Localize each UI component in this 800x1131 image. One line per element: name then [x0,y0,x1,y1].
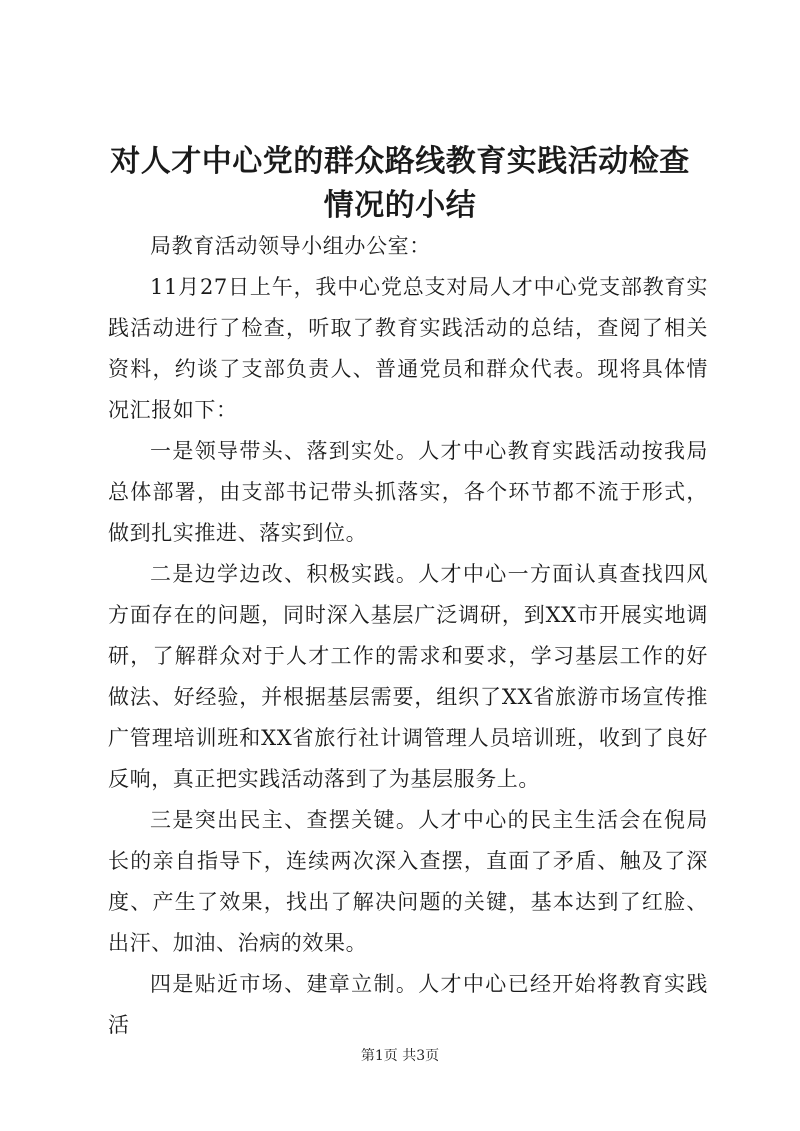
salutation-paragraph: 局教育活动领导小组办公室： [150,234,431,258]
document-body [108,226,708,1046]
point-one-paragraph: 一是领导带头、落到实处。人才中心教育实践活动按我局总体部署，由支部书记带头抓落实，各个环节都不流于形式，做到扎实推进、落实到位。 [108,439,708,545]
page-number-footer: 第1页 共3页 [360,1048,440,1064]
document-title: 对人才中心党的群众路线教育实践活动检查情况的小结 [110,144,690,223]
intro-paragraph: 11月27日上午，我中心党总支对局人才中心党支部教育实践活动进行了检查，听取了教育实践活动的总结，查阅了相关资料，约谈了支部负责人、普通党员和群众代表。现将具体情况汇报如下： [108,275,708,422]
point-two-paragraph: 二是边学边改、积极实践。人才中心一方面认真查找四风方面存在的问题，同时深入基层广泛调研，到XX市开展实地调研，了解群众对于人才工作的需求和要求，学习基层工作的好做法、好经验，并根据基层需要，组织了XX省旅游市场宣传推广管理培训班和XX省旅行社计调管理人员培训班，收到了良好反响，真正把实践活动落到了为基层服务上。 [108,562,708,791]
point-three-paragraph: 三是突出民主、查摆关键。人才中心的民主生活会在倪局长的亲自指导下，连续两次深入查摆，直面了矛盾、触及了深度、产生了效果，找出了解决问题的关键，基本达到了红脸、出汗、加油、治病的效果。 [108,808,708,955]
point-four-paragraph: 四是贴近市场、建章立制。人才中心已经开始将教育实践活 [108,972,708,1037]
